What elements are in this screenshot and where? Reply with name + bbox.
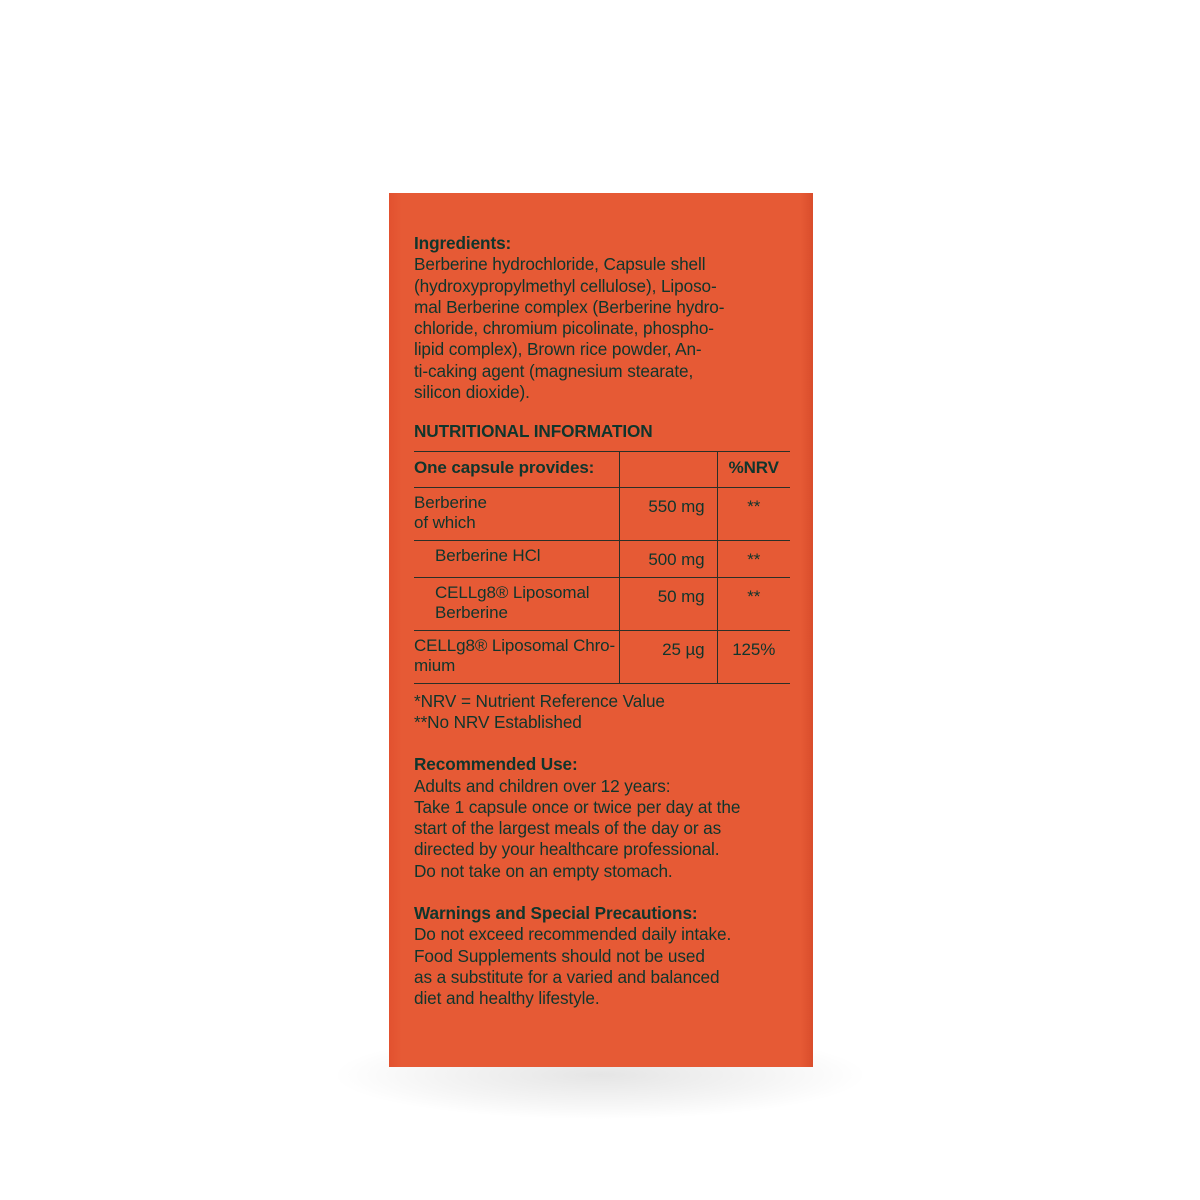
header-nrv: %NRV xyxy=(717,451,790,487)
recommended-use-section xyxy=(414,754,791,882)
row-amount: 50 mg xyxy=(619,577,717,630)
ingredients-section xyxy=(414,233,791,403)
header-amount xyxy=(619,451,717,487)
warnings-text: Do not exceed recommended daily intake. Food Supplements should not be used as a substitute for a varied and balanced diet and healthy lifestyle. xyxy=(414,924,732,1009)
nutrition-section xyxy=(414,421,791,733)
spacer xyxy=(414,882,791,903)
recommended-use-title: Recommended Use: xyxy=(414,754,578,775)
table-row xyxy=(414,577,790,630)
nutrition-footnotes xyxy=(414,691,791,734)
header-label: One capsule provides: xyxy=(414,451,619,487)
footnote: **No NRV Established xyxy=(414,711,582,732)
warnings-title: Warnings and Special Precautions: xyxy=(414,903,698,924)
table-row xyxy=(414,487,790,540)
nutrition-title: NUTRITIONAL INFORMATION xyxy=(414,421,653,442)
product-box-panel xyxy=(389,193,813,1067)
row-nrv: ** xyxy=(717,487,790,540)
spacer xyxy=(414,733,791,754)
row-nrv: 125% xyxy=(717,630,790,683)
row-label: CELLg8® Liposomal Chro- mium xyxy=(414,630,619,683)
row-amount: 500 mg xyxy=(619,540,717,577)
ingredients-title: Ingredients: xyxy=(414,233,512,253)
row-amount: 25 µg xyxy=(619,630,717,683)
table-header-row xyxy=(414,451,790,487)
row-nrv: ** xyxy=(717,577,790,630)
ingredients-text: Berberine hydrochloride, Capsule shell (hydroxypropylmethyl cellulose), Liposo- mal Berberine complex (Berberine hydro- chloride, chromium picolinate, phospho- lipid complex), Brown rice powder, An- ti-caking agent (magnesium stearate, silicon dioxide). xyxy=(414,254,725,403)
row-label: Berberine HCl xyxy=(414,540,619,577)
nutrition-table xyxy=(414,451,790,684)
recommended-use-text: Adults and children over 12 years: Take 1 capsule once or twice per day at the start of the largest meals of the day or as directed by your healthcare professional. Do not take on an empty stomach. xyxy=(414,775,741,881)
table-row xyxy=(414,630,790,683)
footnote: *NRV = Nutrient Reference Value xyxy=(414,690,665,711)
row-label: Berberine of which xyxy=(414,487,619,540)
row-amount: 550 mg xyxy=(619,487,717,540)
table-row xyxy=(414,540,790,577)
warnings-section xyxy=(414,903,791,1009)
row-nrv: ** xyxy=(717,540,790,577)
row-label: CELLg8® Liposomal Berberine xyxy=(414,577,619,630)
